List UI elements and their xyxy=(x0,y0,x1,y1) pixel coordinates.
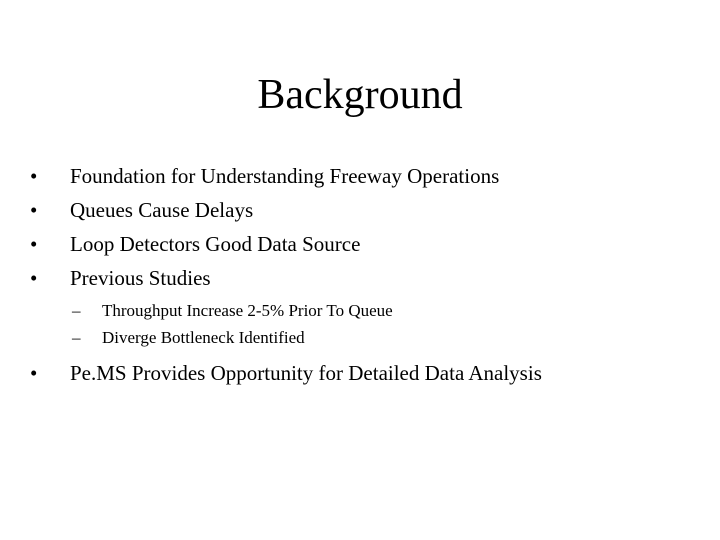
sub-bullet-text: Throughput Increase 2-5% Prior To Queue xyxy=(102,301,393,320)
sub-bullet-marker: – xyxy=(72,301,81,320)
sub-bullet-marker: – xyxy=(72,328,81,347)
bullet-marker: • xyxy=(30,266,38,290)
bullet-text: Pe.MS Provides Opportunity for Detailed Data Analysis xyxy=(70,361,542,385)
bullet-text: Previous Studies xyxy=(70,266,211,290)
bullet-text: Foundation for Understanding Freeway Operations xyxy=(70,164,500,188)
bullet-text: Queues Cause Delays xyxy=(70,198,254,222)
bullet-marker: • xyxy=(30,361,38,385)
bullet-text: Loop Detectors Good Data Source xyxy=(70,232,361,256)
bullet-marker: • xyxy=(30,164,38,188)
sub-bullet-text: Diverge Bottleneck Identified xyxy=(102,328,305,347)
bullet-marker: • xyxy=(30,232,38,256)
bullet-marker: • xyxy=(30,198,38,222)
slide-title: Background xyxy=(257,72,463,118)
